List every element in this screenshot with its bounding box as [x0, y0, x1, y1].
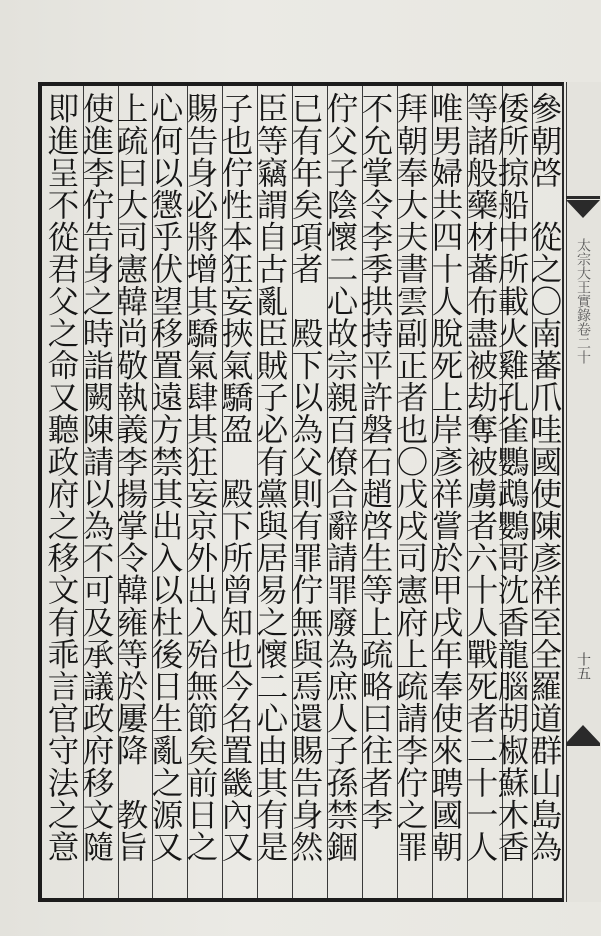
- text-column-4: 唯男婦共四十人脫死上岸彥祥嘗於甲戌年奉使來聘國朝: [427, 92, 463, 863]
- text-column-2: 倭所掠船中所載火雞孔雀鸚鵡鸚哥沈香龍腦胡椒蘇木香: [493, 92, 529, 863]
- text-column-14: 使進李佇告身之時詣闕陳請以為不可及承議政府移文隨: [78, 92, 114, 863]
- text-column-5: 拜朝奉大夫書雲副正者也〇戊戌司憲府上疏請李佇之罪: [392, 92, 428, 863]
- fold-bar: [566, 196, 600, 199]
- text-column-10: 子也佇性本狂妄挾氣驕盈 殿下所曾知也今名置畿內又: [217, 92, 253, 863]
- text-column-3: 等諸般藥材蕃布盡被劫奪被虜者六十人戰死者二十一人: [462, 92, 498, 863]
- fold-title: 太宗大王實錄卷二十: [575, 238, 591, 364]
- text-column-7: 佇父子陰懷二心故宗親百僚合辭請罪廢為庶人子孫禁錮: [322, 92, 358, 863]
- text-column-15: 即進呈不從君父之命又聽政府之移文有乖言官守法之意: [43, 92, 79, 863]
- text-column-13: 上疏曰大司憲韓尚敬執義李揚掌令韓雍等於屢降 教旨: [112, 92, 148, 863]
- text-column-9: 臣等竊謂自古亂臣賊子必有黨與居易之懷二心由其有是: [252, 92, 288, 863]
- text-column-1: 參朝啓 從之〇南蕃爪哇國使陳彥祥至全羅道群山島為: [526, 92, 562, 863]
- text-column-12: 心何以懲乎伏望移置遠方禁其出入以杜後日生亂之源又: [147, 92, 183, 863]
- fold-page-number: 十五: [575, 652, 591, 680]
- fish-tail-top-icon: [566, 200, 600, 218]
- fish-tail-bottom-icon: [566, 725, 600, 743]
- fold-bar: [566, 743, 600, 746]
- text-column-11: 賜告身必將增其驕氣肆其狂妄京外出入殆無節矣前日之: [182, 92, 218, 863]
- text-column-8: 已有年矣項者 殿下以為父則有罪佇無與焉還賜告身然: [287, 92, 323, 863]
- text-column-6: 不允掌令李季拱持平許磐石趙啓生等上疏略曰往者李: [357, 92, 393, 831]
